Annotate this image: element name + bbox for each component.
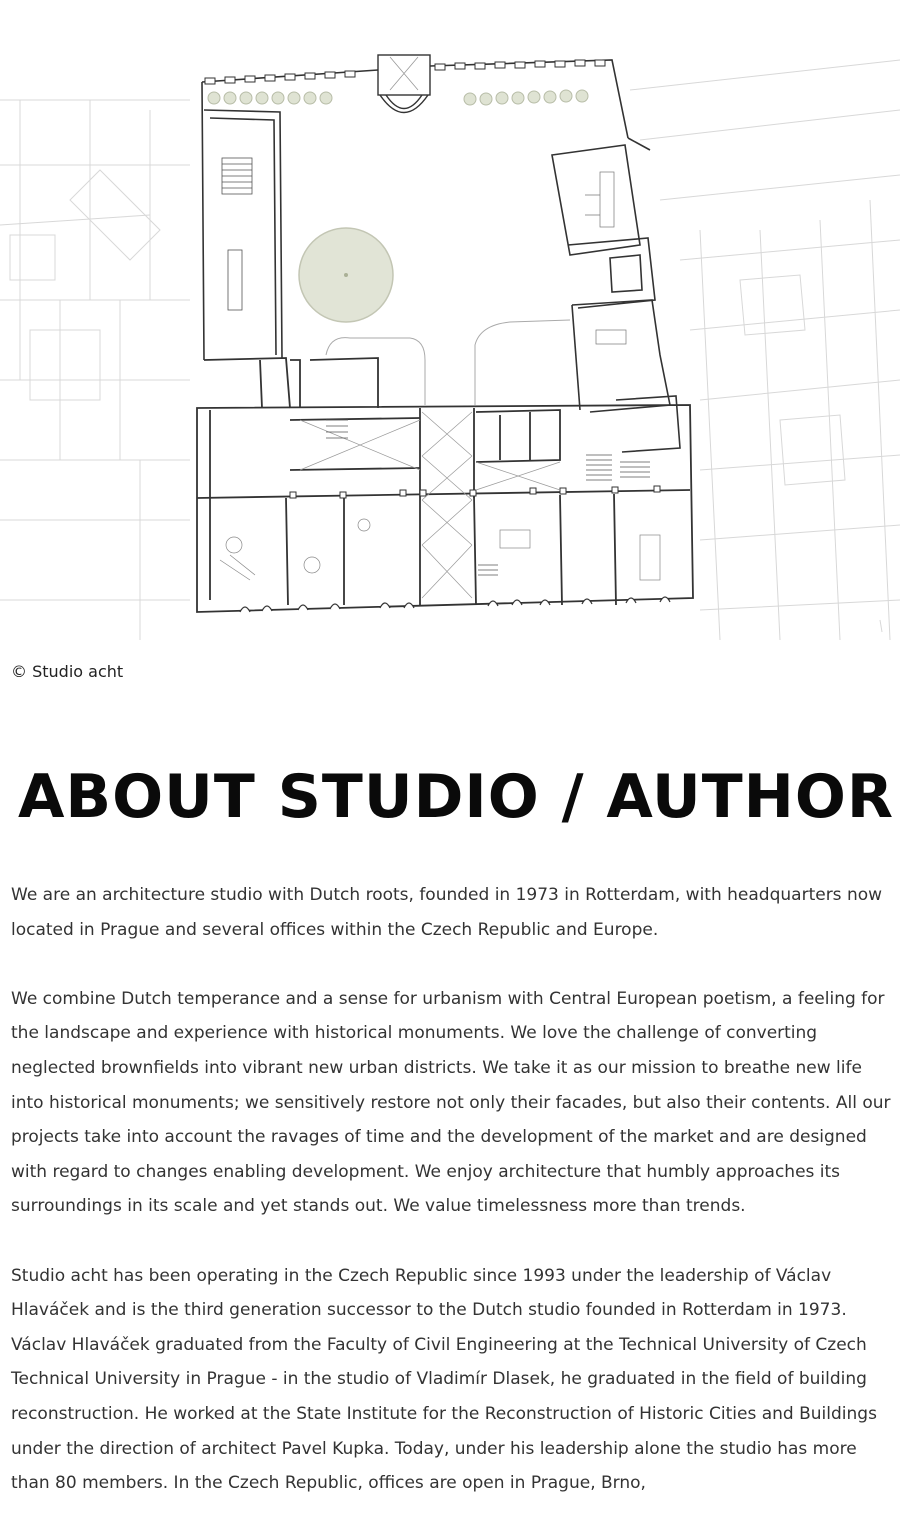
- stair-left-wing: [222, 158, 252, 310]
- paragraph-intro: We are an architecture studio with Dutch roots, founded in 1973 in Rotterdam, with headquarters now located in Prague and several offices within the Czech Republic and Europe.: [11, 885, 883, 940]
- floor-plan-drawing: [0, 0, 900, 650]
- about-body: [11, 878, 893, 1535]
- context-left: [0, 100, 190, 640]
- image-caption: © Studio acht: [11, 662, 124, 681]
- courtyard-walls: [202, 60, 650, 360]
- courtyard-paths: [326, 320, 570, 405]
- courtyard-basin: [299, 228, 393, 322]
- right-wing-details: [585, 172, 626, 344]
- passage-vaults: [300, 412, 560, 598]
- paragraph-philosophy: We combine Dutch temperance and a sense for urbanism with Central European poetism, a feeling for the landscape and experience with historical monuments. We love the challenge of converting neglected brownfields into vibrant new urban districts. We take it as our mission to breathe new life into historical monuments; we sensitively restore not only their facades, but also their contents. All our projects take into account the ravages of time and the development of the market and are designed with regard to changes enabling development. We enjoy architecture that humbly approaches its surroundings in its scale and yet stands out. We value timelessness more than trends.: [11, 988, 891, 1217]
- gate-pavilion: [378, 55, 430, 113]
- section-heading: ABOUT STUDIO / AUTHOR: [18, 762, 895, 832]
- floor-plan-image: [0, 0, 900, 650]
- main-stairs: [326, 420, 650, 575]
- context-right: [630, 60, 900, 640]
- paragraph-history: Studio acht has been operating in the Czech Republic since 1993 under the leadership of Václav Hlaváček and is the third generation successor to the Dutch studio founded in Rotterdam in 1973. Václav Hlaváček graduated from the Faculty of Civil Engineering at the Technical University of Czech Technical University in Prague - in the studio of Vladimír Dlasek, he graduated in the field of building reconstruction. He worked at the State Institute for the Reconstruction of Historic Cities and Buildings under the direction of architect Pavel Kupka. Today, under his leadership alone the studio has more than 80 members. In the Czech Republic, offices are open in Prague, Brno,: [11, 1265, 877, 1494]
